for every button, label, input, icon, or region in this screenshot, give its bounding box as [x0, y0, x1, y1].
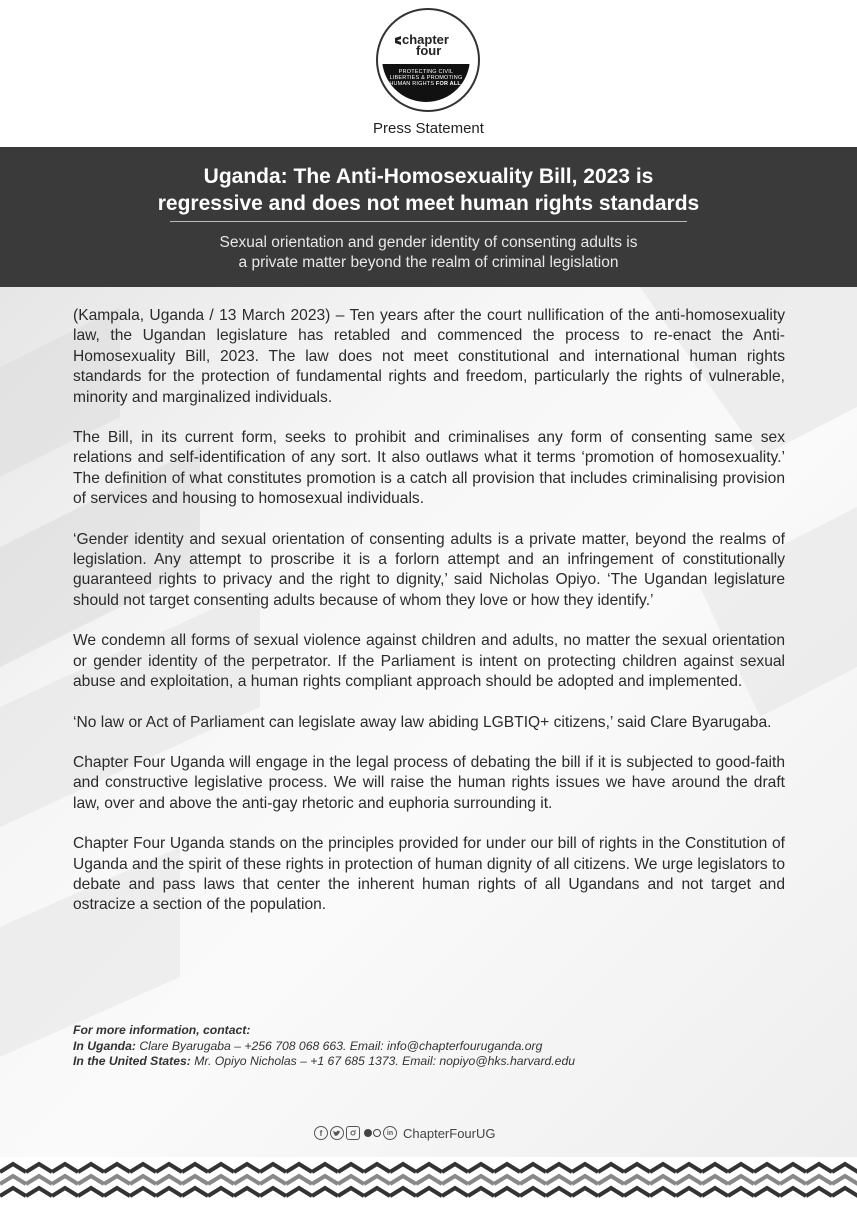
footer-chevron [78, 1164, 104, 1172]
paragraph-5: ‘No law or Act of Parliament can legislate away law abiding LGBTIQ+ citizens,’ said Clare Byarugaba. [73, 713, 772, 731]
footer-chevron [702, 1164, 728, 1172]
footer-chevron [208, 1164, 234, 1172]
footer-chevron [520, 1176, 546, 1184]
footer-chevron [156, 1164, 182, 1172]
footer-chevron [338, 1188, 364, 1196]
footer-chevron [442, 1176, 468, 1184]
footer-chevron [286, 1188, 312, 1196]
logo-inner [382, 14, 470, 102]
footer-chevron [494, 1164, 520, 1172]
paragraph-7: Chapter Four Uganda stands on the principles provided for under our bill of rights in the Constitution of Uganda and the spirit of these rights in protection of human dignity of all citizens. We urge legislators to debate and pass laws that center the inherent human rights of all Ugandans and not target and ostracize a section of the population. [73, 835, 785, 914]
logo-tagline-3a: HUMAN RIGHTS [389, 81, 435, 87]
paragraph-6: Chapter Four Uganda will engage in the legal process of debating the bill if it is subjected to good-faith and constructive legislative process. We will raise the human rights issues we have around the draft law, over and above the anti-gay rhetoric and euphoria surrounding it. [73, 753, 785, 812]
footer-chevron [52, 1188, 78, 1196]
footer-chevron [364, 1164, 390, 1172]
footer-chevron [624, 1188, 650, 1196]
footer-chevron [130, 1176, 156, 1184]
contact-block [73, 1023, 785, 1070]
footer-chevron [130, 1164, 156, 1172]
title-line-2: regressive and does not meet human rights standards [157, 192, 700, 215]
footer-chevron [754, 1176, 780, 1184]
subtitle-line-2: a private matter beyond the realm of criminal legislation [238, 254, 619, 271]
footer-chevron [260, 1188, 286, 1196]
contact-us [73, 1054, 785, 1070]
footer-chevron [754, 1164, 780, 1172]
facebook-icon[interactable]: f [314, 1126, 328, 1140]
logo-mark-icon [394, 36, 402, 50]
paragraph-1: (Kampala, Uganda / 13 March 2023) – Ten years after the court nullification of the anti-homosexuality law, the Ugandan legislature has retabled and commenced the process to re-enact the Anti-Homosexuality Bill, 2023. The law does not meet constitutional and international human rights standards for the protection of fundamental rights and freedom, particularly the rights of vulnerable, minority and marginalized individuals. [73, 307, 785, 406]
footer-chevron [468, 1176, 494, 1184]
title-divider [170, 221, 687, 222]
footer-chevron [390, 1176, 416, 1184]
footer-chevron [728, 1164, 754, 1172]
footer-chevron [104, 1176, 130, 1184]
footer-chevron [156, 1176, 182, 1184]
footer-chevron [676, 1164, 702, 1172]
footer-chevron [260, 1164, 286, 1172]
footer-chevron [494, 1176, 520, 1184]
title-banner [0, 147, 857, 287]
footer-chevron [806, 1188, 832, 1196]
footer-chevron [26, 1164, 52, 1172]
footer-chevron [598, 1176, 624, 1184]
footer-chevron [52, 1164, 78, 1172]
footer-chevron [468, 1188, 494, 1196]
footer-chevron [442, 1164, 468, 1172]
logo-wordmark [402, 34, 449, 56]
social-handle[interactable]: ChapterFourUG [403, 1125, 496, 1141]
contact-us-text: Mr. Opiyo Nicholas – +1 67 685 1373. Email: nopiyo@hks.harvard.edu [194, 1054, 576, 1068]
footer-chevron [338, 1164, 364, 1172]
page-title [0, 163, 857, 217]
footer-chevron [780, 1188, 806, 1196]
footer-chevron [416, 1164, 442, 1172]
footer-chevron [338, 1176, 364, 1184]
footer-chevron [546, 1176, 572, 1184]
footer-chevron [520, 1164, 546, 1172]
footer-chevron [832, 1164, 857, 1172]
footer-chevron [182, 1164, 208, 1172]
footer-chevron [234, 1176, 260, 1184]
footer-chevron [598, 1164, 624, 1172]
title-line-1: Uganda: The Anti-Homosexuality Bill, 2023 is [203, 165, 654, 188]
logo-tagline-3 [382, 81, 470, 87]
footer-chevron [104, 1188, 130, 1196]
footer-chevron [0, 1188, 26, 1196]
footer-chevron [624, 1164, 650, 1172]
footer-chevron [0, 1176, 26, 1184]
paragraph-2: The Bill, in its current form, seeks to prohibit and criminalises any form of consenting same sex relations and self-identification of any sort. It also outlaws what it terms ‘promotion of homosexuality.’ The definition of what constitutes promotion is a catch all provision that includes criminalising provision of services and housing to homosexual individuals. [73, 429, 785, 508]
footer-chevron [416, 1188, 442, 1196]
footer-chevron [182, 1188, 208, 1196]
contact-heading [73, 1023, 785, 1039]
footer-chevron [286, 1176, 312, 1184]
paragraph-4: We condemn all forms of sexual violence against children and adults, no matter the sexual orientation or gender identity of the perpetrator. If the Parliament is intent on protecting children against sexual abuse and exploitation, a human rights compliant approach should be adopted and implemented. [73, 632, 785, 691]
footer-chevron [598, 1188, 624, 1196]
contact-uganda [73, 1039, 785, 1055]
footer-chevron [780, 1164, 806, 1172]
footer-chevron [234, 1188, 260, 1196]
footer-chevron [806, 1176, 832, 1184]
footer-chevron [520, 1188, 546, 1196]
footer-chevron [26, 1176, 52, 1184]
footer-chevron [754, 1188, 780, 1196]
footer-chevron [702, 1176, 728, 1184]
footer-chevron [390, 1188, 416, 1196]
contact-heading-text: For more information, contact: [73, 1023, 251, 1037]
doc-type-label: Press Statement [373, 120, 484, 137]
footer-chevron [312, 1164, 338, 1172]
press-body [73, 306, 785, 936]
footer-chevron [572, 1188, 598, 1196]
footer-chevron [546, 1164, 572, 1172]
subtitle-line-1: Sexual orientation and gender identity of consenting adults is [219, 234, 638, 251]
linkedin-icon[interactable]: in [383, 1126, 397, 1140]
instagram-icon[interactable] [346, 1126, 360, 1140]
footer-chevron [676, 1176, 702, 1184]
footer-pattern [0, 1160, 857, 1200]
footer-chevron [806, 1164, 832, 1172]
footer-chevron [260, 1176, 286, 1184]
logo-top [382, 14, 470, 66]
footer-chevron [0, 1164, 26, 1172]
footer-chevron [728, 1188, 754, 1196]
footer-chevron [78, 1188, 104, 1196]
contact-us-label: In the United States: [73, 1054, 191, 1068]
footer-chevron [312, 1188, 338, 1196]
footer-chevron [26, 1188, 52, 1196]
footer-chevron [364, 1188, 390, 1196]
footer-chevron [52, 1176, 78, 1184]
page-subtitle [0, 233, 857, 273]
footer-chevron [832, 1176, 857, 1184]
social-links [314, 1124, 495, 1142]
footer-chevron [312, 1176, 338, 1184]
footer-chevron [234, 1164, 260, 1172]
logo-tagline [382, 69, 470, 87]
footer-chevron [78, 1176, 104, 1184]
footer-chevron [650, 1188, 676, 1196]
footer-chevron [286, 1164, 312, 1172]
flickr-icon[interactable] [364, 1129, 381, 1137]
paragraph-3: ‘Gender identity and sexual orientation of consenting adults is a private matter, beyond the realms of legislation. Any attempt to proscribe it is a forlorn attempt and an infringement of constitutionally guaranteed rights to privacy and the right to dignity,’ said Nicholas Opiyo. ‘The Ugandan legislature should not target consenting adults because of whom they love or how they identify.’ [73, 530, 785, 609]
footer-chevron [416, 1176, 442, 1184]
footer-chevron [390, 1164, 416, 1172]
footer-chevron [624, 1176, 650, 1184]
contact-uganda-label: In Uganda: [73, 1038, 136, 1053]
footer-chevron [780, 1176, 806, 1184]
footer-chevron [650, 1164, 676, 1172]
logo-word-chapter: chapter [402, 32, 449, 47]
contact-uganda-text: Clare Byarugaba – +256 708 068 663. Email: info@chapterfouruganda.org [139, 1038, 543, 1053]
footer-chevron [468, 1164, 494, 1172]
footer-chevron [104, 1164, 130, 1172]
twitter-icon[interactable] [330, 1126, 344, 1140]
footer-chevron [182, 1176, 208, 1184]
logo-tagline-band [382, 64, 470, 102]
footer-chevron [208, 1176, 234, 1184]
footer-chevron [572, 1164, 598, 1172]
footer-chevron [676, 1188, 702, 1196]
footer-chevron [442, 1188, 468, 1196]
logo-word-four: four [416, 43, 442, 58]
logo-tagline-3b: FOR ALL. [435, 81, 463, 87]
footer-chevron [156, 1188, 182, 1196]
footer-chevron [572, 1176, 598, 1184]
footer-chevron [728, 1176, 754, 1184]
footer-chevron [494, 1188, 520, 1196]
footer-chevron [364, 1176, 390, 1184]
footer-chevron [702, 1188, 728, 1196]
logo-tagline-2: LIBERTIES & PROMOTING [389, 75, 463, 81]
footer-chevron [650, 1176, 676, 1184]
footer-chevron-pattern [0, 1160, 857, 1200]
footer-chevron [546, 1188, 572, 1196]
footer-chevron [130, 1188, 156, 1196]
logo-tagline-1: PROTECTING CIVIL [398, 69, 454, 75]
footer-chevron [832, 1188, 857, 1196]
footer-chevron [208, 1188, 234, 1196]
chapter-four-logo [376, 8, 480, 112]
